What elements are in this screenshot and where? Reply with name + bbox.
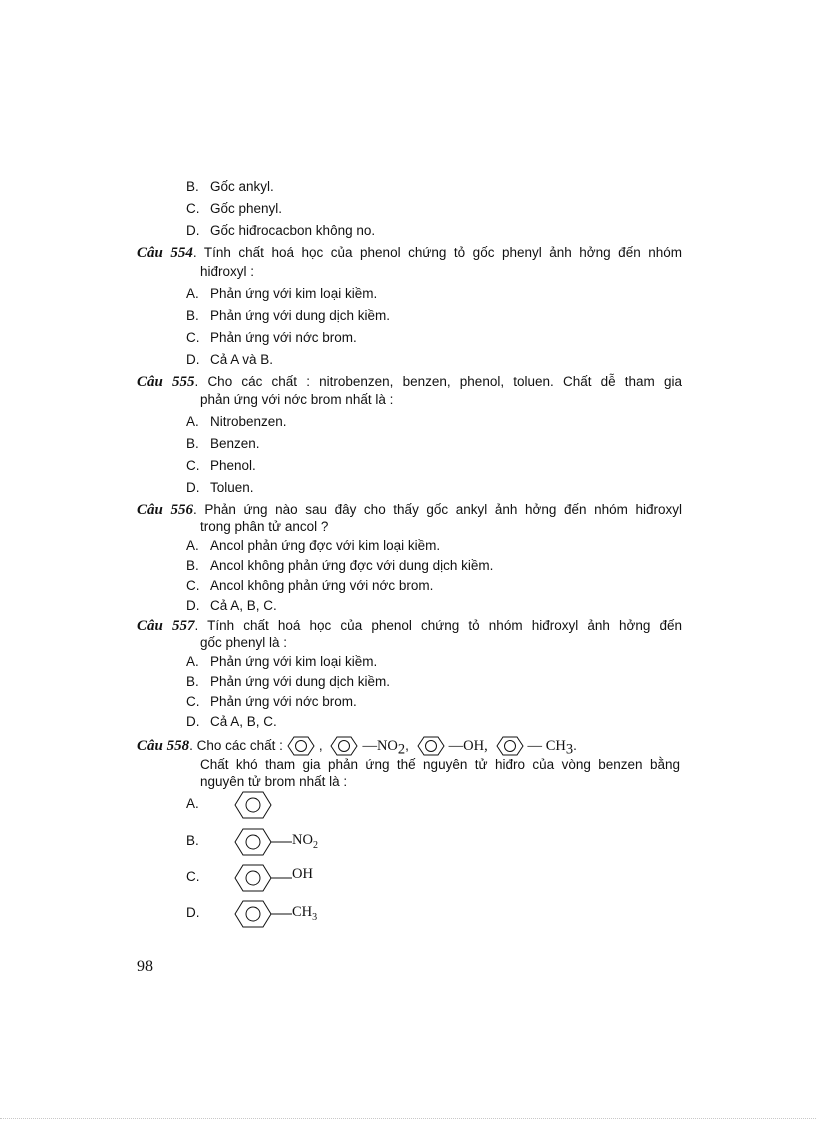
question-558: Câu 558. Cho các chất : , $—NO_2$, —OH, — $CH_3$. xyxy=(137,735,682,761)
option-letter: C. xyxy=(186,201,200,216)
option-d xyxy=(186,479,254,497)
option-text: Ancol không phản ứng với nớc brom. xyxy=(210,578,434,593)
methyl-group: CH xyxy=(545,738,566,754)
option-text: Gốc ankyl. xyxy=(210,179,274,194)
question-text-line1: Phản ứng nào sau đây cho thấy gốc ankyl ảnh hởng đến nhóm hiđroxyl xyxy=(204,502,682,517)
question-number: Câu 557 xyxy=(137,618,195,634)
option-text: Cả A, B, C. xyxy=(210,598,277,613)
option-letter: D. xyxy=(186,480,200,495)
period: . xyxy=(573,738,577,753)
subscript: 2 xyxy=(397,741,406,758)
question-number: Câu 556 xyxy=(137,502,193,518)
phenol-ring-icon xyxy=(232,863,296,893)
option-letter: B. xyxy=(186,308,199,323)
question-text-line2: trong phân tử ancol ? xyxy=(200,519,329,534)
option-a xyxy=(186,653,377,671)
question-text-line1: Tính chất hoá học của phenol chứng tỏ nhóm hiđroxyl ảnh hởng đến xyxy=(207,618,683,633)
bond-line: — xyxy=(448,738,464,754)
option-b-prev xyxy=(186,178,274,196)
option-letter: A. xyxy=(186,414,199,429)
option-letter: B. xyxy=(186,436,199,451)
question-555: Câu 555. Cho các chất : nitrobenzen, benzen, phenol, toluen. Chất dễ tham gia xyxy=(137,374,682,390)
option-a xyxy=(186,537,440,555)
option-b xyxy=(186,307,390,325)
option-text: Phản ứng với dung dịch kiềm. xyxy=(210,308,390,323)
subscript: 3 xyxy=(312,911,318,923)
bond-line: — xyxy=(527,738,542,754)
option-letter: C. xyxy=(186,869,200,884)
substituent-label xyxy=(292,866,313,883)
question-number: Câu 554 xyxy=(137,245,193,261)
option-letter: C. xyxy=(186,330,200,345)
nitrobenzene-ring-icon xyxy=(232,827,296,857)
option-letter: D. xyxy=(186,714,200,729)
question-554: Câu 554. Tính chất hoá học của phenol chứng tỏ gốc phenyl ảnh hởng đến nhóm xyxy=(137,245,682,261)
option-letter: B. xyxy=(186,558,199,573)
subscript: 2 xyxy=(312,839,318,851)
substituent-label xyxy=(292,904,317,923)
option-text: Cả A, B, C. xyxy=(210,714,277,729)
benzene-ring-icon xyxy=(232,790,276,820)
option-c-prev xyxy=(186,200,282,218)
question-text-line2: hiđroxyl : xyxy=(200,264,255,279)
option-text: Nitrobenzen. xyxy=(210,414,287,429)
question-text-line1: Cho các chất : nitrobenzen, benzen, phenol, toluen. Chất dễ tham gia xyxy=(207,374,682,389)
question-557: Câu 557. Tính chất hoá học của phenol chứng tỏ nhóm hiđroxyl ảnh hởng đến xyxy=(137,618,683,634)
option-d xyxy=(186,713,277,731)
option-letter: B. xyxy=(186,179,199,194)
option-letter: C. xyxy=(186,458,200,473)
option-c xyxy=(186,693,357,711)
option-text: Phản ứng với nớc brom. xyxy=(210,330,357,345)
option-b xyxy=(186,673,390,691)
hydroxyl-group: OH, xyxy=(463,738,488,754)
option-text: Benzen. xyxy=(210,436,260,451)
option-letter: C. xyxy=(186,694,200,709)
option-text: Phenol. xyxy=(210,458,256,473)
option-b xyxy=(186,557,493,575)
option-letter: B. xyxy=(186,833,199,848)
option-b xyxy=(186,435,260,453)
page-bottom-border xyxy=(0,1118,816,1119)
option-a xyxy=(186,413,287,431)
question-number: Câu 555 xyxy=(137,374,195,390)
substituent-text: CH xyxy=(292,904,313,920)
benzene-ring-icon xyxy=(326,735,362,757)
option-text: Phản ứng với dung dịch kiềm. xyxy=(210,674,390,689)
question-intro: Cho các chất : xyxy=(196,738,283,753)
question-text-line1: Tính chất hoá học của phenol chứng tỏ gốc phenyl ảnh hởng đến nhóm xyxy=(203,245,682,260)
bond-line: — xyxy=(362,738,377,754)
option-c xyxy=(186,457,256,475)
option-letter: D. xyxy=(186,598,200,613)
option-letter: D. xyxy=(186,352,200,367)
option-text: Gốc phenyl. xyxy=(210,201,283,216)
question-text-line3: nguyên tử brom nhất là : xyxy=(200,774,348,789)
option-letter: D. xyxy=(186,223,200,238)
option-a xyxy=(186,285,377,303)
question-text-line2: gốc phenyl là : xyxy=(200,635,288,650)
option-letter: A. xyxy=(186,796,199,811)
substituent-label xyxy=(292,832,318,851)
question-text-line2: Chất khó tham gia phản ứng thế nguyên tử hiđro của vòng benzen bằng xyxy=(200,757,680,772)
option-letter: A. xyxy=(186,286,199,301)
substituent-text: OH xyxy=(292,866,313,882)
subscript: 3 xyxy=(565,741,574,758)
option-text: Phản ứng với kim loại kiềm. xyxy=(210,654,378,669)
substituent-text: NO xyxy=(292,832,313,848)
option-letter: A. xyxy=(186,538,199,553)
option-text: Phản ứng với kim loại kiềm. xyxy=(210,286,378,301)
benzene-ring-icon xyxy=(413,735,449,757)
option-c xyxy=(186,329,357,347)
option-d xyxy=(186,351,273,369)
benzene-ring-icon xyxy=(492,735,528,757)
option-text: Ancol phản ứng đợc với kim loại kiềm. xyxy=(210,538,441,553)
option-text: Toluen. xyxy=(210,480,254,495)
option-letter: C. xyxy=(186,578,200,593)
toluene-ring-icon xyxy=(232,899,296,929)
option-letter: B. xyxy=(186,674,199,689)
question-text-line2: phản ứng với nớc brom nhất là : xyxy=(200,392,394,407)
page-number: 98 xyxy=(137,958,153,975)
option-text: Cả A và B. xyxy=(210,352,274,367)
option-c xyxy=(186,577,433,595)
option-d xyxy=(186,597,277,615)
question-number: Câu 558 xyxy=(137,738,190,754)
option-text: Phản ứng với nớc brom. xyxy=(210,694,357,709)
option-letter: D. xyxy=(186,905,200,920)
option-text: Ancol không phản ứng đợc với dung dịch kiềm. xyxy=(210,558,494,573)
option-d-prev xyxy=(186,222,375,240)
option-letter: A. xyxy=(186,654,199,669)
benzene-ring-icon xyxy=(283,735,319,757)
question-556: Câu 556. Phản ứng nào sau đây cho thấy gốc ankyl ảnh hởng đến nhóm hiđroxyl xyxy=(137,502,682,518)
nitro-group: NO xyxy=(376,738,398,754)
option-text: Gốc hiđrocacbon không no. xyxy=(210,223,376,238)
